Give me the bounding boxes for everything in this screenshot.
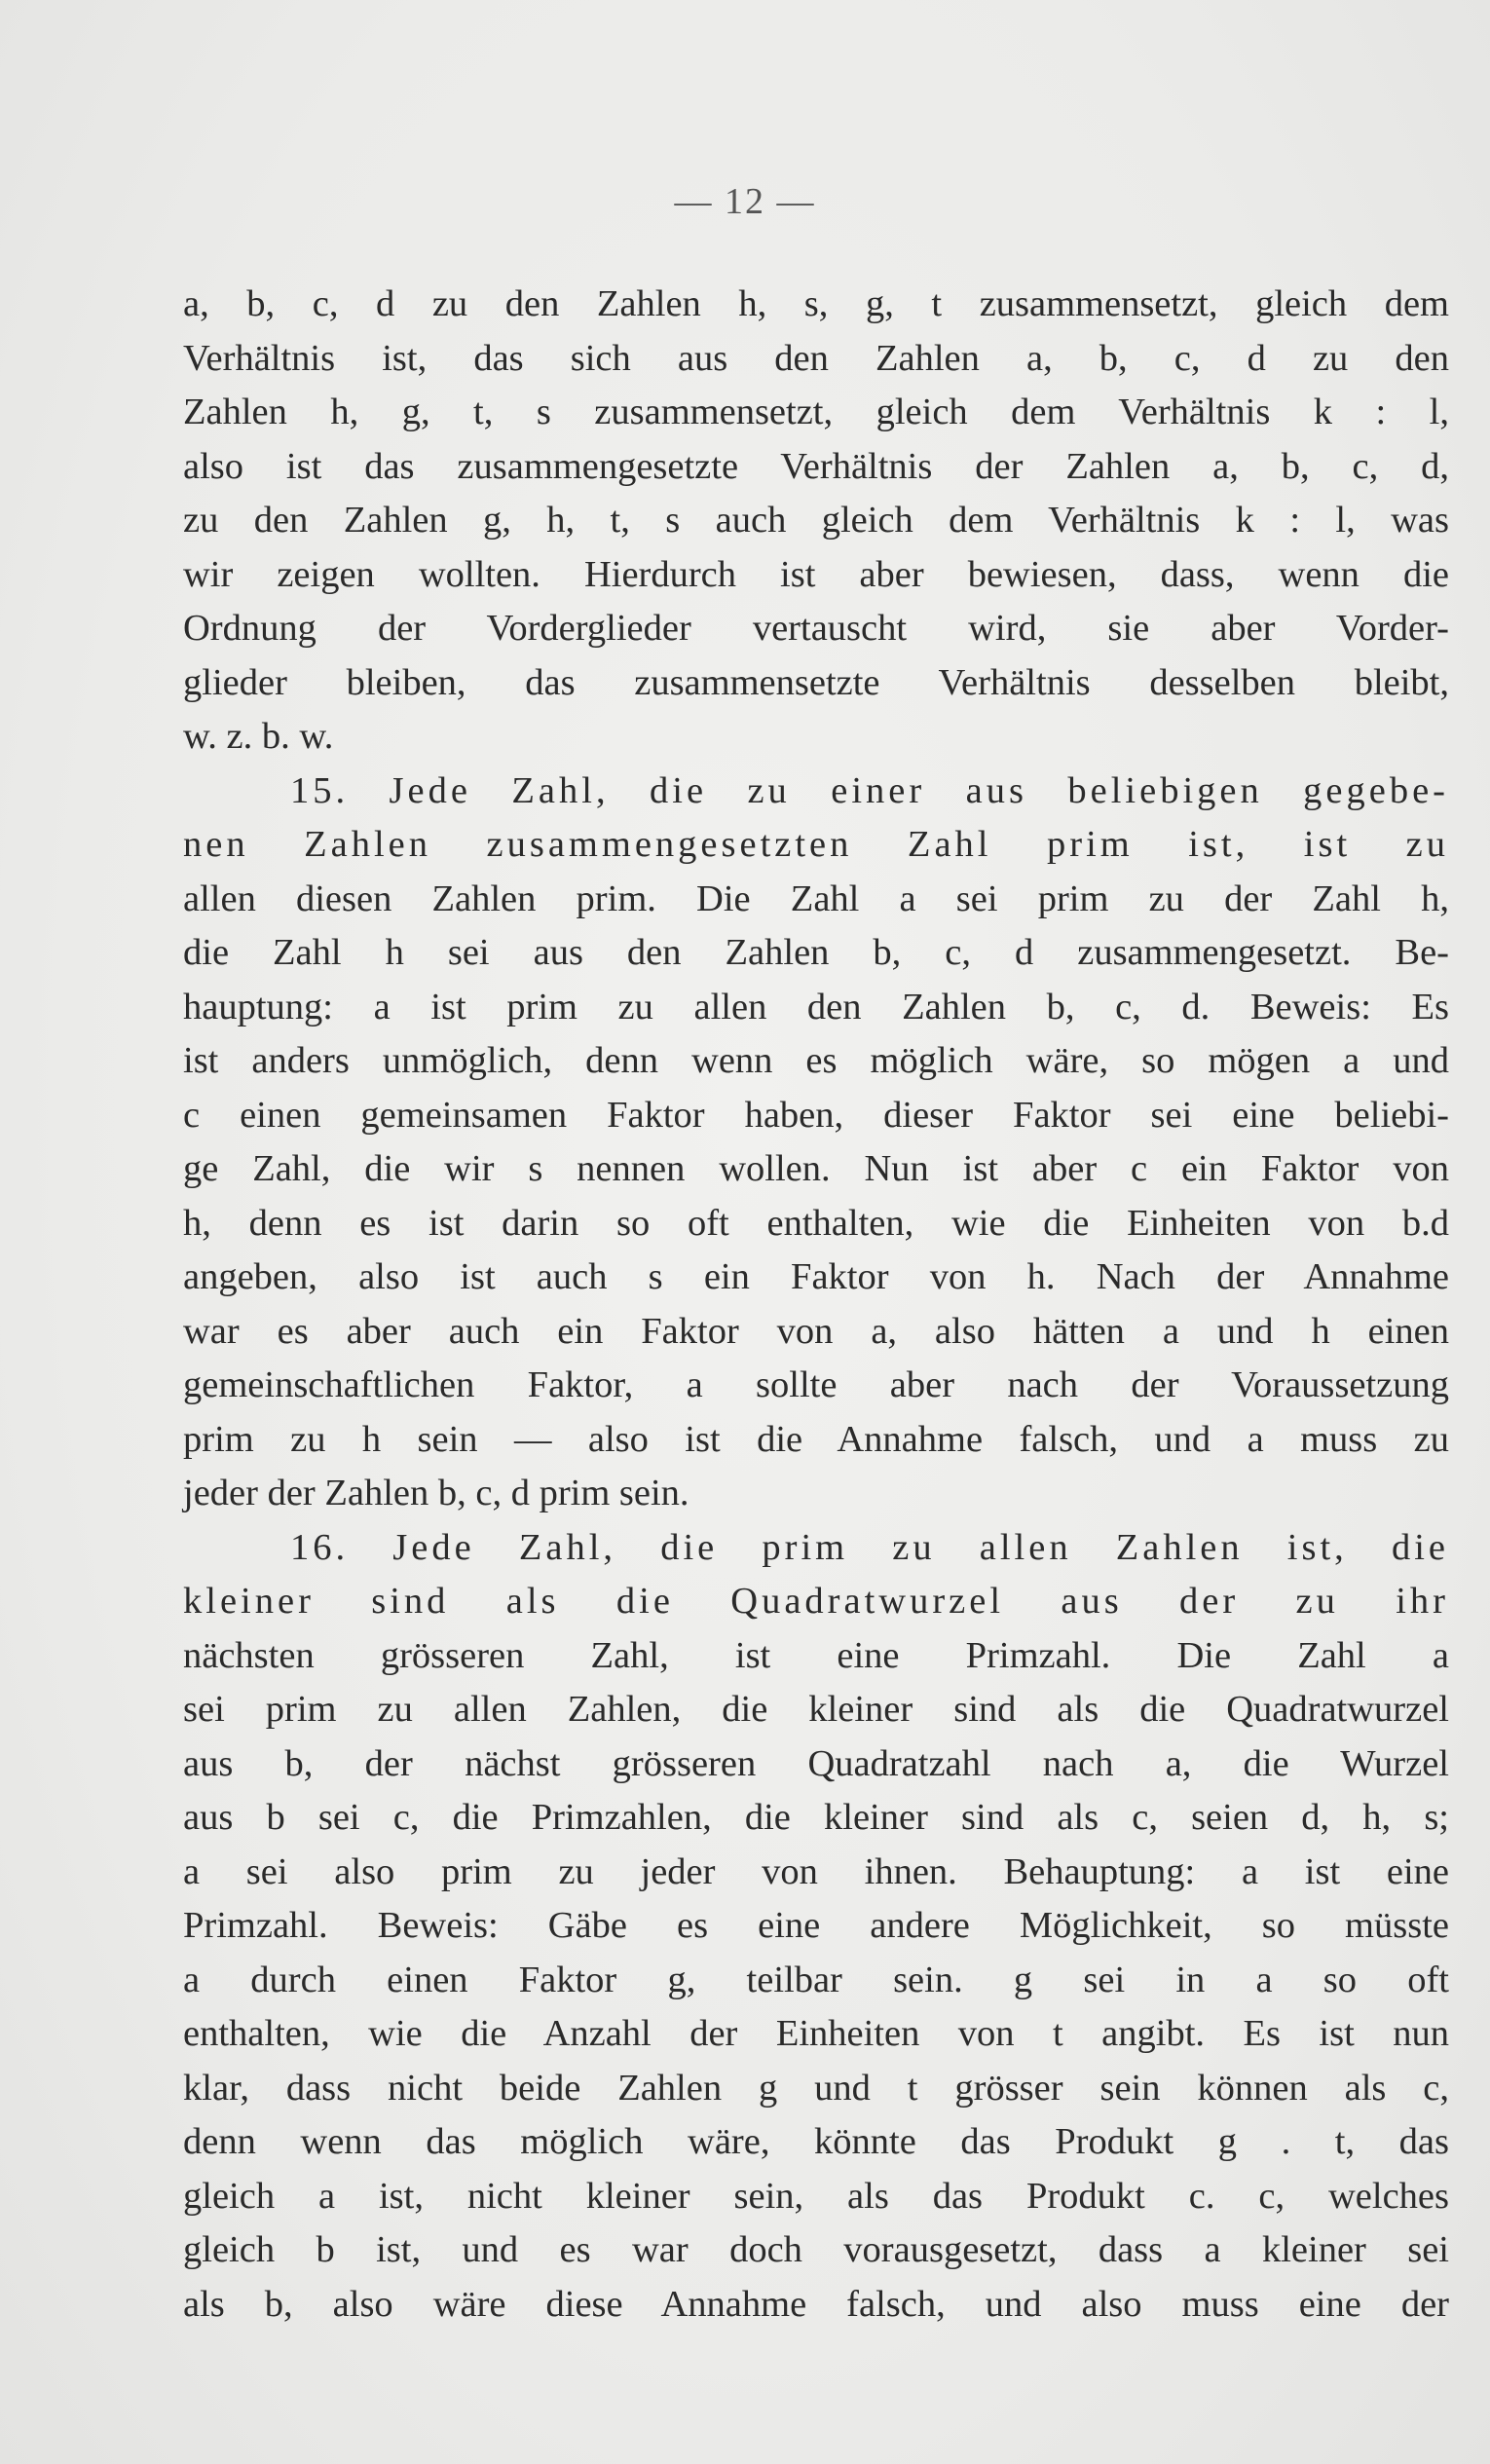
text-line: gleich b ist, und es war doch vorausgesetzt, dass a kleiner sei xyxy=(183,2229,1449,2270)
text-line: als b, also wäre diese Annahme falsch, und also muss eine der xyxy=(183,2283,1449,2325)
paragraph-continuation xyxy=(183,278,1449,765)
text-line: ge Zahl, die wir s nennen wollen. Nun ist aber c ein Faktor von xyxy=(183,1148,1449,1189)
text-line: gemeinschaftlichen Faktor, a sollte aber nach der Voraussetzung xyxy=(183,1364,1449,1405)
text-line: nen Zahlen zusammengesetzten Zahl prim ist, ist zu xyxy=(183,824,1449,865)
text-line: a sei also prim zu jeder von ihnen. Behauptung: a ist eine xyxy=(183,1850,1449,1892)
text-line: a durch einen Faktor g, teilbar sein. g sei in a so oft xyxy=(183,1959,1449,2000)
text-line: Ordnung der Vorderglieder vertauscht wird, sie aber Vorder- xyxy=(183,608,1449,649)
text-line: denn wenn das möglich wäre, könnte das Produkt g . t, das xyxy=(183,2121,1449,2162)
text-line: also ist das zusammengesetzte Verhältnis der Zahlen a, b, c, d, xyxy=(183,445,1449,487)
text-line: war es aber auch ein Faktor von a, also hätten a und h einen xyxy=(183,1310,1449,1352)
page-number: — 12 — xyxy=(674,181,816,222)
text-line: Zahlen h, g, t, s zusammensetzt, gleich dem Verhältnis k : l, xyxy=(183,392,1449,432)
text-line: aus b sei c, die Primzahlen, die kleiner sind als c, seien d, h, s; xyxy=(183,1797,1449,1838)
text-line: 15. Jede Zahl, die zu einer aus beliebigen gegebe- xyxy=(290,769,1449,811)
text-line: w. z. b. w. xyxy=(183,716,334,757)
text-line: gleich a ist, nicht kleiner sein, als das Produkt c. c, welches xyxy=(183,2175,1449,2217)
text-line: zu den Zahlen g, h, t, s auch gleich dem Verhältnis k : l, was xyxy=(183,500,1449,541)
text-line: h, denn es ist darin so oft enthalten, wie die Einheiten von b.d xyxy=(183,1202,1449,1244)
text-line: angeben, also ist auch s ein Faktor von h. Nach der Annahme xyxy=(183,1256,1449,1297)
text-line: aus b, der nächst grösseren Quadratzahl nach a, die Wurzel xyxy=(183,1742,1449,1784)
text-line: hauptung: a ist prim zu allen den Zahlen b, c, d. Beweis: Es xyxy=(183,986,1449,1027)
body-text xyxy=(183,278,1449,2332)
text-line: nächsten grösseren Zahl, ist eine Primzahl. Die Zahl a xyxy=(183,1634,1449,1676)
text-line: Primzahl. Beweis: Gäbe es eine andere Möglichkeit, so müsste xyxy=(183,1905,1449,1946)
paragraph-16 xyxy=(183,1521,1449,2333)
text-line: 16. Jede Zahl, die prim zu allen Zahlen ist, die xyxy=(290,1526,1449,1568)
text-line: allen diesen Zahlen prim. Die Zahl a sei prim zu der Zahl h, xyxy=(183,877,1449,919)
text-line: a, b, c, d zu den Zahlen h, s, g, t zusammensetzt, gleich dem xyxy=(183,283,1449,324)
text-line: ist anders unmöglich, denn wenn es möglich wäre, so mögen a und xyxy=(183,1040,1449,1081)
text-line: enthalten, wie die Anzahl der Einheiten von t angibt. Es ist nun xyxy=(183,2013,1449,2054)
text-line: prim zu h sein — also ist die Annahme falsch, und a muss zu xyxy=(183,1418,1449,1460)
text-line: c einen gemeinsamen Faktor haben, dieser Faktor sei eine beliebi- xyxy=(183,1094,1449,1136)
text-line: klar, dass nicht beide Zahlen g und t grösser sein können als c, xyxy=(183,2067,1449,2109)
text-line: die Zahl h sei aus den Zahlen b, c, d zusammengesetzt. Be- xyxy=(183,932,1449,973)
paragraph-15 xyxy=(183,765,1449,1521)
text-line: kleiner sind als die Quadratwurzel aus der zu ihr xyxy=(183,1581,1449,1622)
text-line: Verhältnis ist, das sich aus den Zahlen a, b, c, d zu den xyxy=(183,337,1449,379)
text-line: jeder der Zahlen b, c, d prim sein. xyxy=(183,1473,689,1513)
text-line: glieder bleiben, das zusammensetzte Verhältnis desselben bleibt, xyxy=(183,661,1449,703)
text-line: sei prim zu allen Zahlen, die kleiner sind als die Quadratwurzel xyxy=(183,1689,1449,1730)
text-line: wir zeigen wollten. Hierdurch ist aber bewiesen, dass, wenn die xyxy=(183,553,1449,595)
